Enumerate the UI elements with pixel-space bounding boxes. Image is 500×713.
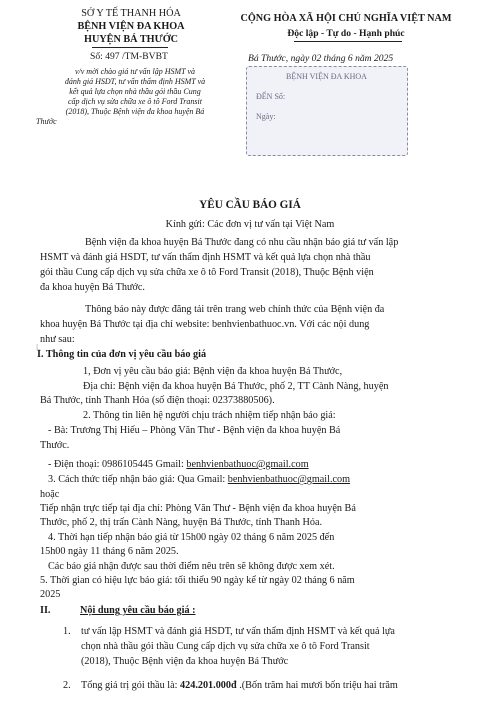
section-1-address-2: Bá Thước, tỉnh Thanh Hóa (số điện thoại: 02373880506). [40,395,275,406]
section-1-item-4-line-1: 4. Thời hạn tiếp nhận báo giá từ 15h00 ngày 02 tháng 6 năm 2025 đến [48,532,335,543]
header-left-rule [92,47,168,48]
stamp-line2: ĐẾN Số: [256,92,286,101]
section-1-direct-1: Tiếp nhận trực tiếp tại địa chỉ: Phòng Văn Thư - Bệnh viện đa khoa huyện Bá [40,503,356,514]
section-2-heading: Nội dung yêu cầu báo giá : [80,605,196,616]
contract-value: 424.201.000đ [180,680,237,691]
section-1-item-4-line-2: 15h00 ngày 11 tháng 6 năm 2025. [40,546,179,557]
document-date: Bá Thước, ngày 02 tháng 6 năm 2025 [248,53,394,64]
section-1-item-3: 3. Cách thức tiếp nhận báo giá: Qua Gmail: benhvienbathuoc@gmail.com [48,474,351,485]
section-1-phone-line: - Điện thoại: 0986105445 Gmail: benhvienbathuoc@gmail.com [48,459,309,470]
intro-line-1: Bệnh viện đa khoa huyện Bá Thước đang có nhu cầu nhận báo giá tư vấn lập [85,237,399,248]
intro-line-3: gói thầu Cung cấp dịch vụ sửa chữa xe ô tô Ford Transit (2018), Thuộc Bệnh viện [40,267,374,278]
section-1-contact-1: - Bà: Trương Thị Hiếu – Phòng Văn Thư - Bệnh viện đa khoa huyện Bá [48,425,341,436]
email-link[interactable]: benhvienbathuoc@gmail.com [186,459,309,470]
section-1-item-2: 2. Thông tin liên hệ người chịu trách nhiệm tiếp nhận báo giá: [83,410,336,421]
notice-line-3: như sau: [40,334,75,345]
intro-line-4: đa khoa huyện Bá Thước. [40,282,145,293]
section-2-item-1-marker: 1. [63,626,71,637]
section-2-number: II. [40,605,51,616]
motto-underline [294,41,402,42]
country-name: CỘNG HÒA XÃ HỘI CHỦ NGHĨA VIỆT NAM [240,13,452,24]
document-subject: v/v mời chào giá tư vấn lập HSMT và đánh giá HSDT, tư vấn thẩm định HSMT và kết quả lựa chọn nhà thầu gói thầu Cung cấp dịch vụ sửa chữa xe ô tô Ford Transit (2018), Thuộc Bệnh viện đa khoa huyện Bá Thước [36,67,206,126]
notice-line-1: Thông báo này được đăng tải trên trang web chính thức của Bệnh viện đa [85,304,385,315]
section-2-item-1-line-2: chọn nhà thầu gói thầu Cung cấp dịch vụ sửa chữa xe ô tô Ford Transit [81,641,370,652]
section-1-heading: I. Thông tin của đơn vị yêu cầu báo giá [37,349,207,360]
section-1-or: hoặc [40,489,60,500]
section-2-item-1-line-1: tư vấn lập HSMT và đánh giá HSDT, tư vấn thẩm định HSMT và kết quả lựa [81,626,395,637]
section-2-item-2: Tổng giá trị gói thầu là: 424.201.000đ .(Bốn trăm hai mươi bốn triệu hai trăm [81,680,398,691]
section-1-item-1: 1, Đơn vị yêu cầu báo giá: Bệnh viện đa khoa huyện Bá Thước, [83,366,343,377]
email-link-2[interactable]: benhvienbathuoc@gmail.com [227,474,351,485]
left-margin-mark: L [36,342,41,352]
section-1-contact-2: Thước. [40,440,70,451]
hospital-name-line2: HUYỆN BÁ THƯỚC [84,34,178,45]
stamp-line1: BỆNH VIỆN ĐA KHOA [286,72,367,81]
notice-line-2: khoa huyện Bá Thước tại địa chỉ website: benhvienbathuoc.vn. Với các nội dung [40,319,370,330]
hospital-name-line1: BỆNH VIỆN ĐA KHOA [77,21,185,32]
section-2-item-1-line-3: (2018), Thuộc Bệnh viện đa khoa huyện Bá Thước [81,656,289,667]
section-1-address-1: Địa chỉ: Bệnh viện đa khoa huyện Bá Thước, phố 2, TT Cành Nàng, huyện [83,381,389,392]
intro-line-2: HSMT và đánh giá HSDT, tư vấn thẩm định HSMT và kết quả lựa chọn nhà thầu [40,252,371,263]
dept-name: SỞ Y TẾ THANH HÓA [81,8,181,19]
section-1-item-5-line-1: 5. Thời gian có hiệu lực báo giá: tối thiểu 90 ngày kể từ ngày 02 tháng 6 năm [40,575,355,586]
national-motto: Độc lập - Tự do - Hạnh phúc [287,28,405,39]
section-1-direct-2: Thước, phố 2, thị trấn Cành Nàng, huyện Bá Thước, tỉnh Thanh Hóa. [40,517,323,528]
stamp-line3: Ngày: [256,112,276,121]
section-2-item-2-marker: 2. [63,680,71,691]
document-number: Số: 497 /TM-BVBT [90,51,168,62]
recipient-line: Kính gửi: Các đơn vị tư vấn tại Việt Nam [165,219,335,230]
document-title: YÊU CẦU BÁO GIÁ [199,199,301,211]
section-1-item-5-line-2: 2025 [40,589,61,600]
section-1-late-note: Các báo giá nhận được sau thời điểm nêu trên sẽ không được xem xét. [48,561,335,572]
